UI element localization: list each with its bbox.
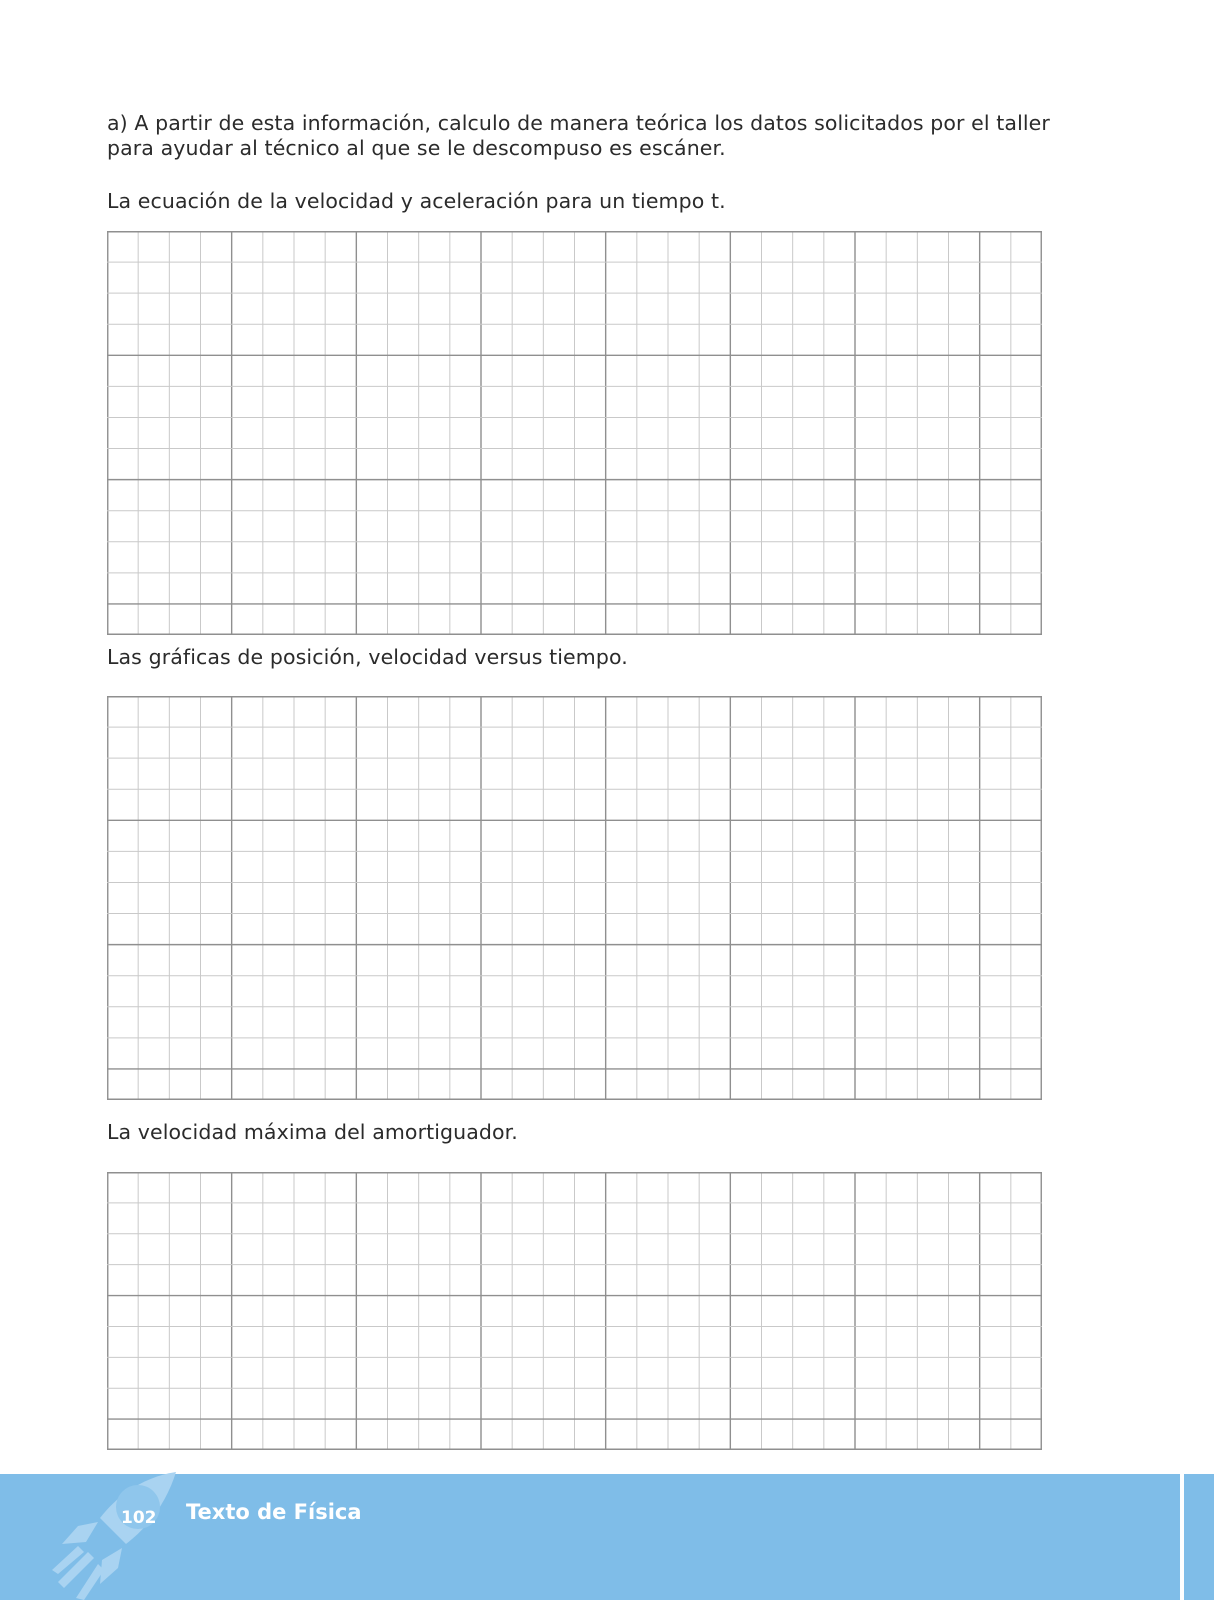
- rocket-icon: [48, 1470, 198, 1600]
- answer-grid-3[interactable]: [107, 1172, 1042, 1450]
- footer-side-strip: [1180, 1474, 1214, 1600]
- book-title: Texto de Física: [186, 1500, 362, 1524]
- question-position-velocity-graphs: Las gráficas de posición, velocidad versus tiempo.: [107, 645, 628, 669]
- question-max-velocity: La velocidad máxima del amortiguador.: [107, 1120, 518, 1144]
- intro-paragraph: a) A partir de esta información, calculo de manera teórica los datos solicitados por el taller para ayudar al técnico al que se le descompuso es escáner.: [107, 111, 1050, 160]
- answer-grid-1[interactable]: [107, 231, 1042, 635]
- graph-paper: [107, 696, 1042, 1100]
- question-velocity-acceleration: La ecuación de la velocidad y aceleración para un tiempo t.: [107, 189, 726, 213]
- graph-paper: [107, 231, 1042, 635]
- answer-grid-2[interactable]: [107, 696, 1042, 1100]
- graph-paper: [107, 1172, 1042, 1450]
- page-number: 102: [121, 1508, 157, 1528]
